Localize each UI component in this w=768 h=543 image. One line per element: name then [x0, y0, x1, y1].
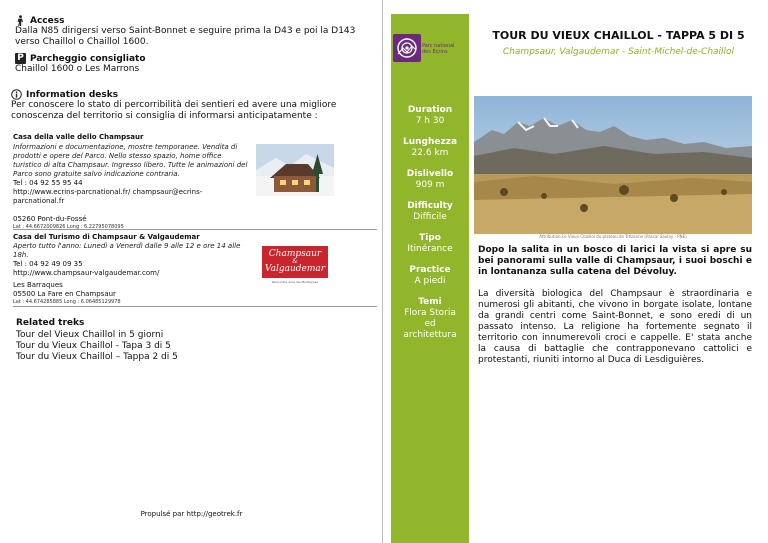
stat-value: Difficile — [413, 212, 447, 222]
park-logo-line-2: des Ecrins — [422, 49, 448, 55]
desk-1-coords: Lat : 44.6672009826 Long : 6.22795078095 — [13, 224, 124, 230]
hiker-icon — [15, 15, 26, 26]
park-logo-panel — [391, 14, 469, 92]
desk-2-coords: Lat : 44.674285885 Long : 6.06485129978 — [13, 299, 121, 305]
access-section — [15, 15, 377, 48]
desk-2-tel: Tel : 04 92 49 09 35 — [13, 260, 83, 268]
stat-label: Tipo — [419, 233, 441, 243]
champsaur-valgaudemar-logo — [258, 244, 332, 290]
parking-title: Parcheggio consigliato — [30, 53, 146, 64]
information-desks-section — [11, 89, 377, 122]
left-column — [0, 0, 383, 543]
photo-attribution: Attribution:Le Vieux Chaillol du plateau de Trézanne (Pascal Saulay - PNE) — [539, 234, 687, 239]
related-trek-link[interactable]: Tour del Vieux Chaillol in 5 giorni — [16, 330, 164, 340]
desk-2-description: Aperto tutto l'anno: Lunedì a Venerdì dalle 9 alle 12 e ore 14 alle 18h. — [13, 242, 241, 259]
desk-2-address-1: Les Barraques — [13, 281, 63, 289]
desk-2-web[interactable]: http://www.champsaur-valgaudemar.com/ — [13, 269, 160, 277]
trek-header — [469, 14, 768, 92]
desk-1-web[interactable]: http://www.ecrins-parcnational.fr/ champsaur@ecrins-parcnational.fr — [13, 188, 203, 205]
park-logo-line-1: Parc national — [422, 43, 455, 49]
desk-1-name: Casa della valle dello Champsaur — [13, 133, 144, 141]
related-treks-section — [16, 318, 376, 363]
info-text: Per conoscere lo stato di percorribilità dei sentieri ed avere una migliore conoscenza del territorio si consiglia di informarsi anticipatamente : — [11, 100, 337, 121]
stat-practice — [391, 265, 469, 287]
logo-line-1: Champsaur — [268, 249, 322, 259]
access-text: Dalla N85 dirigersi verso Saint-Bonnet e seguire prima la D43 e poi la D143 verso Chaillol o Chaillol 1600. — [15, 26, 356, 47]
stat-value: 7 h 30 — [415, 116, 445, 126]
trek-intro: Dopo la salita in un bosco di larici la vista si apre su bei panorami sulla valle di Champsaur, i suoi boschi e in lontananza sulla catena del Dévoluy. — [478, 245, 752, 277]
desk-2-name: Casa del Turismo di Champsaur & Valgaudemar — [13, 233, 200, 241]
desk-1-description: Informazioni e documentazione, mostre temporanee. Vendita di prodotti e opere del Parco. Nello stesso spazio, home office turistico di alta Champsaur. Ingresso libero. Tutte le animazioni del Parco sono gratuite salvo indicazione contraria. — [13, 143, 248, 178]
desk-divider-1 — [13, 229, 377, 230]
logo-tagline: Rencontre avec les Montagnes — [271, 280, 319, 284]
parking-text: Chaillol 1600 o Les Marrons — [15, 64, 140, 74]
footer-credit[interactable]: Propulsé par http://geotrek.fr — [140, 510, 243, 518]
logo-ampersand: & — [292, 258, 298, 265]
stat-value: Flora Storia ed architettura — [403, 308, 457, 340]
trek-description: La diversità biologica del Champsaur è straordinaria e numerosi gli abitanti, che vivono in borgate isolate, lontane da grandi centri come Saint-Bonnet, e sono eredi di un passato intenso. La religione ha fortemente segnato il territorio con innumerevoli croci e cappelle. E' stata anche la causa di battaglie che contrapponevano cattolici e protestanti, riuniti intorno al Duca di Lesdiguières. — [478, 289, 752, 365]
stat-label: Duration — [407, 105, 453, 115]
park-logo-icon — [393, 34, 421, 62]
stat-themes — [391, 297, 469, 341]
stat-duration — [391, 105, 469, 127]
trek-title: TOUR DU VIEUX CHAILLOL - TAPPA 5 DI 5 — [492, 29, 745, 42]
stat-value: A piedi — [414, 276, 446, 286]
logo-line-2: Valgaudemar — [264, 264, 326, 274]
trek-stats-sidebar — [391, 92, 469, 543]
stat-label: Temi — [418, 297, 442, 307]
stat-value: 909 m — [415, 180, 445, 190]
stat-label: Practice — [409, 265, 451, 275]
stat-value: Itinérance — [407, 244, 453, 254]
desk-1-address: 05260 Pont-du-Fossé — [13, 215, 87, 223]
stat-type — [391, 233, 469, 255]
related-trek-link[interactable]: Tour du Vieux Chaillol – Tappa 2 di 5 — [16, 352, 178, 362]
parking-icon: P — [15, 53, 26, 64]
info-title: Information desks — [26, 89, 119, 100]
stat-difficulty — [391, 201, 469, 223]
stat-elevation — [391, 169, 469, 191]
access-title: Access — [30, 15, 65, 26]
stat-label: Difficulty — [407, 201, 453, 211]
desk-2-address-2: 05500 La Fare en Champsaur — [13, 290, 116, 298]
desk-1-photo — [256, 144, 334, 196]
info-icon — [11, 89, 22, 100]
related-treks-title: Related treks — [16, 318, 85, 328]
trek-subtitle: Champsaur, Valgaudemar - Saint-Michel-de-Chaillol — [502, 47, 735, 57]
trek-photo — [474, 96, 752, 234]
stat-label: Lunghezza — [402, 137, 458, 147]
stat-length — [391, 137, 469, 159]
parking-section — [15, 53, 377, 75]
stat-value: 22.6 km — [411, 148, 449, 158]
desk-divider-2 — [13, 306, 377, 307]
stat-label: Dislivello — [406, 169, 454, 179]
desk-1-tel: Tel : 04 92 55 95 44 — [13, 179, 83, 187]
related-trek-link[interactable]: Tour du Vieux Chaillol - Tapa 3 di 5 — [16, 341, 171, 351]
